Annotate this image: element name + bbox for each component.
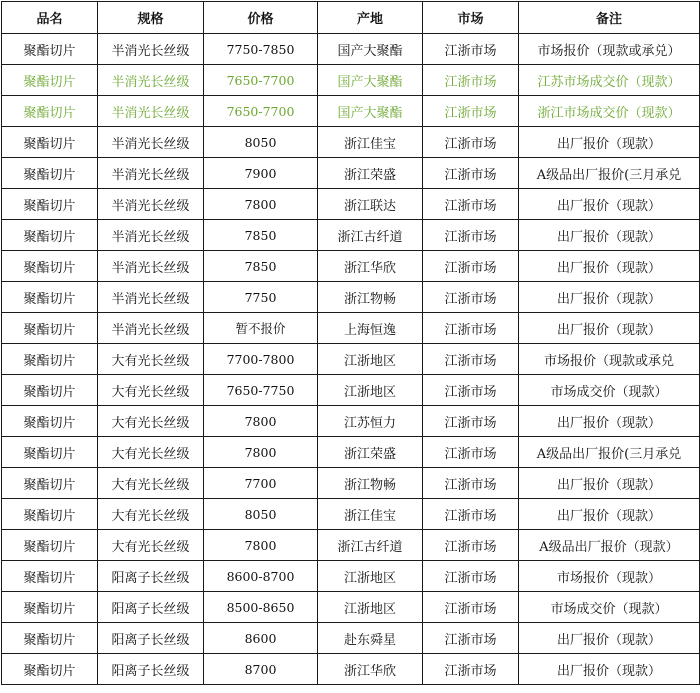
cell-note: 市场报价（现款） xyxy=(519,561,700,592)
cell-origin: 江浙地区 xyxy=(318,561,423,592)
cell-market: 江浙市场 xyxy=(423,34,519,65)
cell-market: 江浙市场 xyxy=(423,251,519,282)
cell-price: 8050 xyxy=(204,499,318,530)
table-row xyxy=(2,127,700,158)
cell-spec: 大有光长丝级 xyxy=(98,375,204,406)
cell-price: 7750-7850 xyxy=(204,34,318,65)
cell-name: 聚酯切片 xyxy=(2,592,98,623)
cell-note: 出厂报价（现款） xyxy=(519,406,700,437)
cell-spec: 半消光长丝级 xyxy=(98,189,204,220)
cell-note: 出厂报价（现款） xyxy=(519,623,700,654)
cell-price: 暂不报价 xyxy=(204,313,318,344)
cell-name: 聚酯切片 xyxy=(2,189,98,220)
cell-spec: 半消光长丝级 xyxy=(98,220,204,251)
header-cell-note: 备注 xyxy=(519,2,700,34)
cell-note: 市场报价（现款或承兑 xyxy=(519,344,700,375)
cell-spec: 大有光长丝级 xyxy=(98,499,204,530)
header-cell-price: 价格 xyxy=(204,2,318,34)
table-row xyxy=(2,65,700,96)
cell-name: 聚酯切片 xyxy=(2,623,98,654)
table-row xyxy=(2,282,700,313)
header-cell-spec: 规格 xyxy=(98,2,204,34)
cell-origin: 浙江古纤道 xyxy=(318,530,423,561)
cell-price: 7800 xyxy=(204,406,318,437)
table-row xyxy=(2,251,700,282)
cell-name: 聚酯切片 xyxy=(2,406,98,437)
cell-spec: 半消光长丝级 xyxy=(98,251,204,282)
cell-note: 出厂报价（现款） xyxy=(519,654,700,685)
cell-price: 8600 xyxy=(204,623,318,654)
cell-origin: 上海恒逸 xyxy=(318,313,423,344)
cell-spec: 大有光长丝级 xyxy=(98,437,204,468)
header-cell-origin: 产地 xyxy=(318,2,423,34)
cell-origin: 国产大聚酯 xyxy=(318,96,423,127)
cell-market: 江浙市场 xyxy=(423,65,519,96)
cell-name: 聚酯切片 xyxy=(2,96,98,127)
cell-market: 江浙市场 xyxy=(423,127,519,158)
cell-note: 出厂报价（现款） xyxy=(519,499,700,530)
cell-origin: 浙江华欣 xyxy=(318,251,423,282)
cell-origin: 国产大聚酯 xyxy=(318,65,423,96)
cell-origin: 江浙地区 xyxy=(318,344,423,375)
cell-origin: 浙江物畅 xyxy=(318,468,423,499)
cell-price: 7650-7750 xyxy=(204,375,318,406)
cell-name: 聚酯切片 xyxy=(2,654,98,685)
cell-spec: 阳离子长丝级 xyxy=(98,561,204,592)
cell-spec: 半消光长丝级 xyxy=(98,282,204,313)
cell-market: 江浙市场 xyxy=(423,499,519,530)
cell-name: 聚酯切片 xyxy=(2,437,98,468)
cell-price: 7650-7700 xyxy=(204,65,318,96)
cell-origin: 江浙地区 xyxy=(318,592,423,623)
cell-spec: 大有光长丝级 xyxy=(98,530,204,561)
table-row xyxy=(2,375,700,406)
cell-note: 江苏市场成交价（现款） xyxy=(519,65,700,96)
cell-origin: 江苏恒力 xyxy=(318,406,423,437)
cell-price: 7700-7800 xyxy=(204,344,318,375)
cell-market: 江浙市场 xyxy=(423,561,519,592)
cell-spec: 半消光长丝级 xyxy=(98,65,204,96)
table-row xyxy=(2,530,700,561)
cell-market: 江浙市场 xyxy=(423,96,519,127)
cell-note: 出厂报价（现款） xyxy=(519,468,700,499)
header-cell-name: 品名 xyxy=(2,2,98,34)
cell-price: 8050 xyxy=(204,127,318,158)
table-row xyxy=(2,406,700,437)
cell-note: 出厂报价（现款） xyxy=(519,282,700,313)
cell-note: A级品出厂报价(三月承兑 xyxy=(519,437,700,468)
table-body xyxy=(2,34,700,685)
cell-origin: 国产大聚酯 xyxy=(318,34,423,65)
table-row xyxy=(2,34,700,65)
cell-market: 江浙市场 xyxy=(423,282,519,313)
table-row xyxy=(2,96,700,127)
table-row xyxy=(2,344,700,375)
header-cell-market: 市场 xyxy=(423,2,519,34)
cell-price: 8700 xyxy=(204,654,318,685)
cell-note: 出厂报价（现款） xyxy=(519,189,700,220)
cell-spec: 大有光长丝级 xyxy=(98,344,204,375)
cell-name: 聚酯切片 xyxy=(2,530,98,561)
cell-origin: 浙江物畅 xyxy=(318,282,423,313)
cell-name: 聚酯切片 xyxy=(2,375,98,406)
cell-name: 聚酯切片 xyxy=(2,313,98,344)
cell-note: 出厂报价（现款） xyxy=(519,220,700,251)
cell-note: 出厂报价（现款） xyxy=(519,127,700,158)
table-row xyxy=(2,437,700,468)
cell-spec: 半消光长丝级 xyxy=(98,96,204,127)
cell-origin: 赴东舜星 xyxy=(318,623,423,654)
table-row xyxy=(2,313,700,344)
cell-market: 江浙市场 xyxy=(423,189,519,220)
cell-price: 7800 xyxy=(204,437,318,468)
cell-market: 江浙市场 xyxy=(423,344,519,375)
cell-market: 江浙市场 xyxy=(423,530,519,561)
table-row xyxy=(2,189,700,220)
cell-market: 江浙市场 xyxy=(423,654,519,685)
cell-name: 聚酯切片 xyxy=(2,65,98,96)
cell-price: 7800 xyxy=(204,189,318,220)
cell-origin: 浙江古纤道 xyxy=(318,220,423,251)
cell-note: 浙江市场成交价（现款） xyxy=(519,96,700,127)
table-row xyxy=(2,654,700,685)
cell-market: 江浙市场 xyxy=(423,313,519,344)
cell-name: 聚酯切片 xyxy=(2,220,98,251)
cell-spec: 阳离子长丝级 xyxy=(98,654,204,685)
cell-price: 7850 xyxy=(204,251,318,282)
cell-spec: 半消光长丝级 xyxy=(98,127,204,158)
price-sheet xyxy=(1,1,699,691)
cell-origin: 浙江荣盛 xyxy=(318,158,423,189)
cell-market: 江浙市场 xyxy=(423,406,519,437)
cell-market: 江浙市场 xyxy=(423,158,519,189)
cell-spec: 半消光长丝级 xyxy=(98,313,204,344)
cell-name: 聚酯切片 xyxy=(2,282,98,313)
cell-spec: 大有光长丝级 xyxy=(98,406,204,437)
cell-note: 市场成交价（现款） xyxy=(519,592,700,623)
table-row xyxy=(2,158,700,189)
cell-note: 市场成交价（现款） xyxy=(519,375,700,406)
cell-spec: 半消光长丝级 xyxy=(98,34,204,65)
cell-spec: 半消光长丝级 xyxy=(98,158,204,189)
cell-market: 江浙市场 xyxy=(423,592,519,623)
cell-market: 江浙市场 xyxy=(423,468,519,499)
cell-name: 聚酯切片 xyxy=(2,344,98,375)
table-row xyxy=(2,561,700,592)
cell-market: 江浙市场 xyxy=(423,220,519,251)
cell-price: 7800 xyxy=(204,530,318,561)
cell-market: 江浙市场 xyxy=(423,623,519,654)
cell-name: 聚酯切片 xyxy=(2,251,98,282)
cell-note: 出厂报价（现款） xyxy=(519,313,700,344)
table-row xyxy=(2,468,700,499)
cell-origin: 浙江佳宝 xyxy=(318,499,423,530)
cell-origin: 浙江华欣 xyxy=(318,654,423,685)
cell-origin: 浙江佳宝 xyxy=(318,127,423,158)
cell-market: 江浙市场 xyxy=(423,375,519,406)
cell-market: 江浙市场 xyxy=(423,437,519,468)
cell-origin: 浙江联达 xyxy=(318,189,423,220)
table-row xyxy=(2,623,700,654)
cell-note: 市场报价（现款或承兑） xyxy=(519,34,700,65)
table-row xyxy=(2,499,700,530)
cell-spec: 阳离子长丝级 xyxy=(98,592,204,623)
cell-name: 聚酯切片 xyxy=(2,561,98,592)
header-row xyxy=(2,2,700,34)
cell-name: 聚酯切片 xyxy=(2,499,98,530)
cell-name: 聚酯切片 xyxy=(2,34,98,65)
cell-spec: 阳离子长丝级 xyxy=(98,623,204,654)
cell-origin: 浙江荣盛 xyxy=(318,437,423,468)
cell-price: 7650-7700 xyxy=(204,96,318,127)
cell-note: A级品出厂报价(三月承兑 xyxy=(519,158,700,189)
cell-price: 7900 xyxy=(204,158,318,189)
cell-name: 聚酯切片 xyxy=(2,468,98,499)
price-table xyxy=(1,1,700,685)
cell-name: 聚酯切片 xyxy=(2,127,98,158)
cell-spec: 大有光长丝级 xyxy=(98,468,204,499)
cell-origin: 江浙地区 xyxy=(318,375,423,406)
table-row xyxy=(2,220,700,251)
cell-price: 7700 xyxy=(204,468,318,499)
table-row xyxy=(2,592,700,623)
cell-price: 7850 xyxy=(204,220,318,251)
cell-price: 8600-8700 xyxy=(204,561,318,592)
cell-price: 7750 xyxy=(204,282,318,313)
cell-name: 聚酯切片 xyxy=(2,158,98,189)
cell-note: 出厂报价（现款） xyxy=(519,251,700,282)
cell-price: 8500-8650 xyxy=(204,592,318,623)
cell-note: A级品出厂报价（现款） xyxy=(519,530,700,561)
